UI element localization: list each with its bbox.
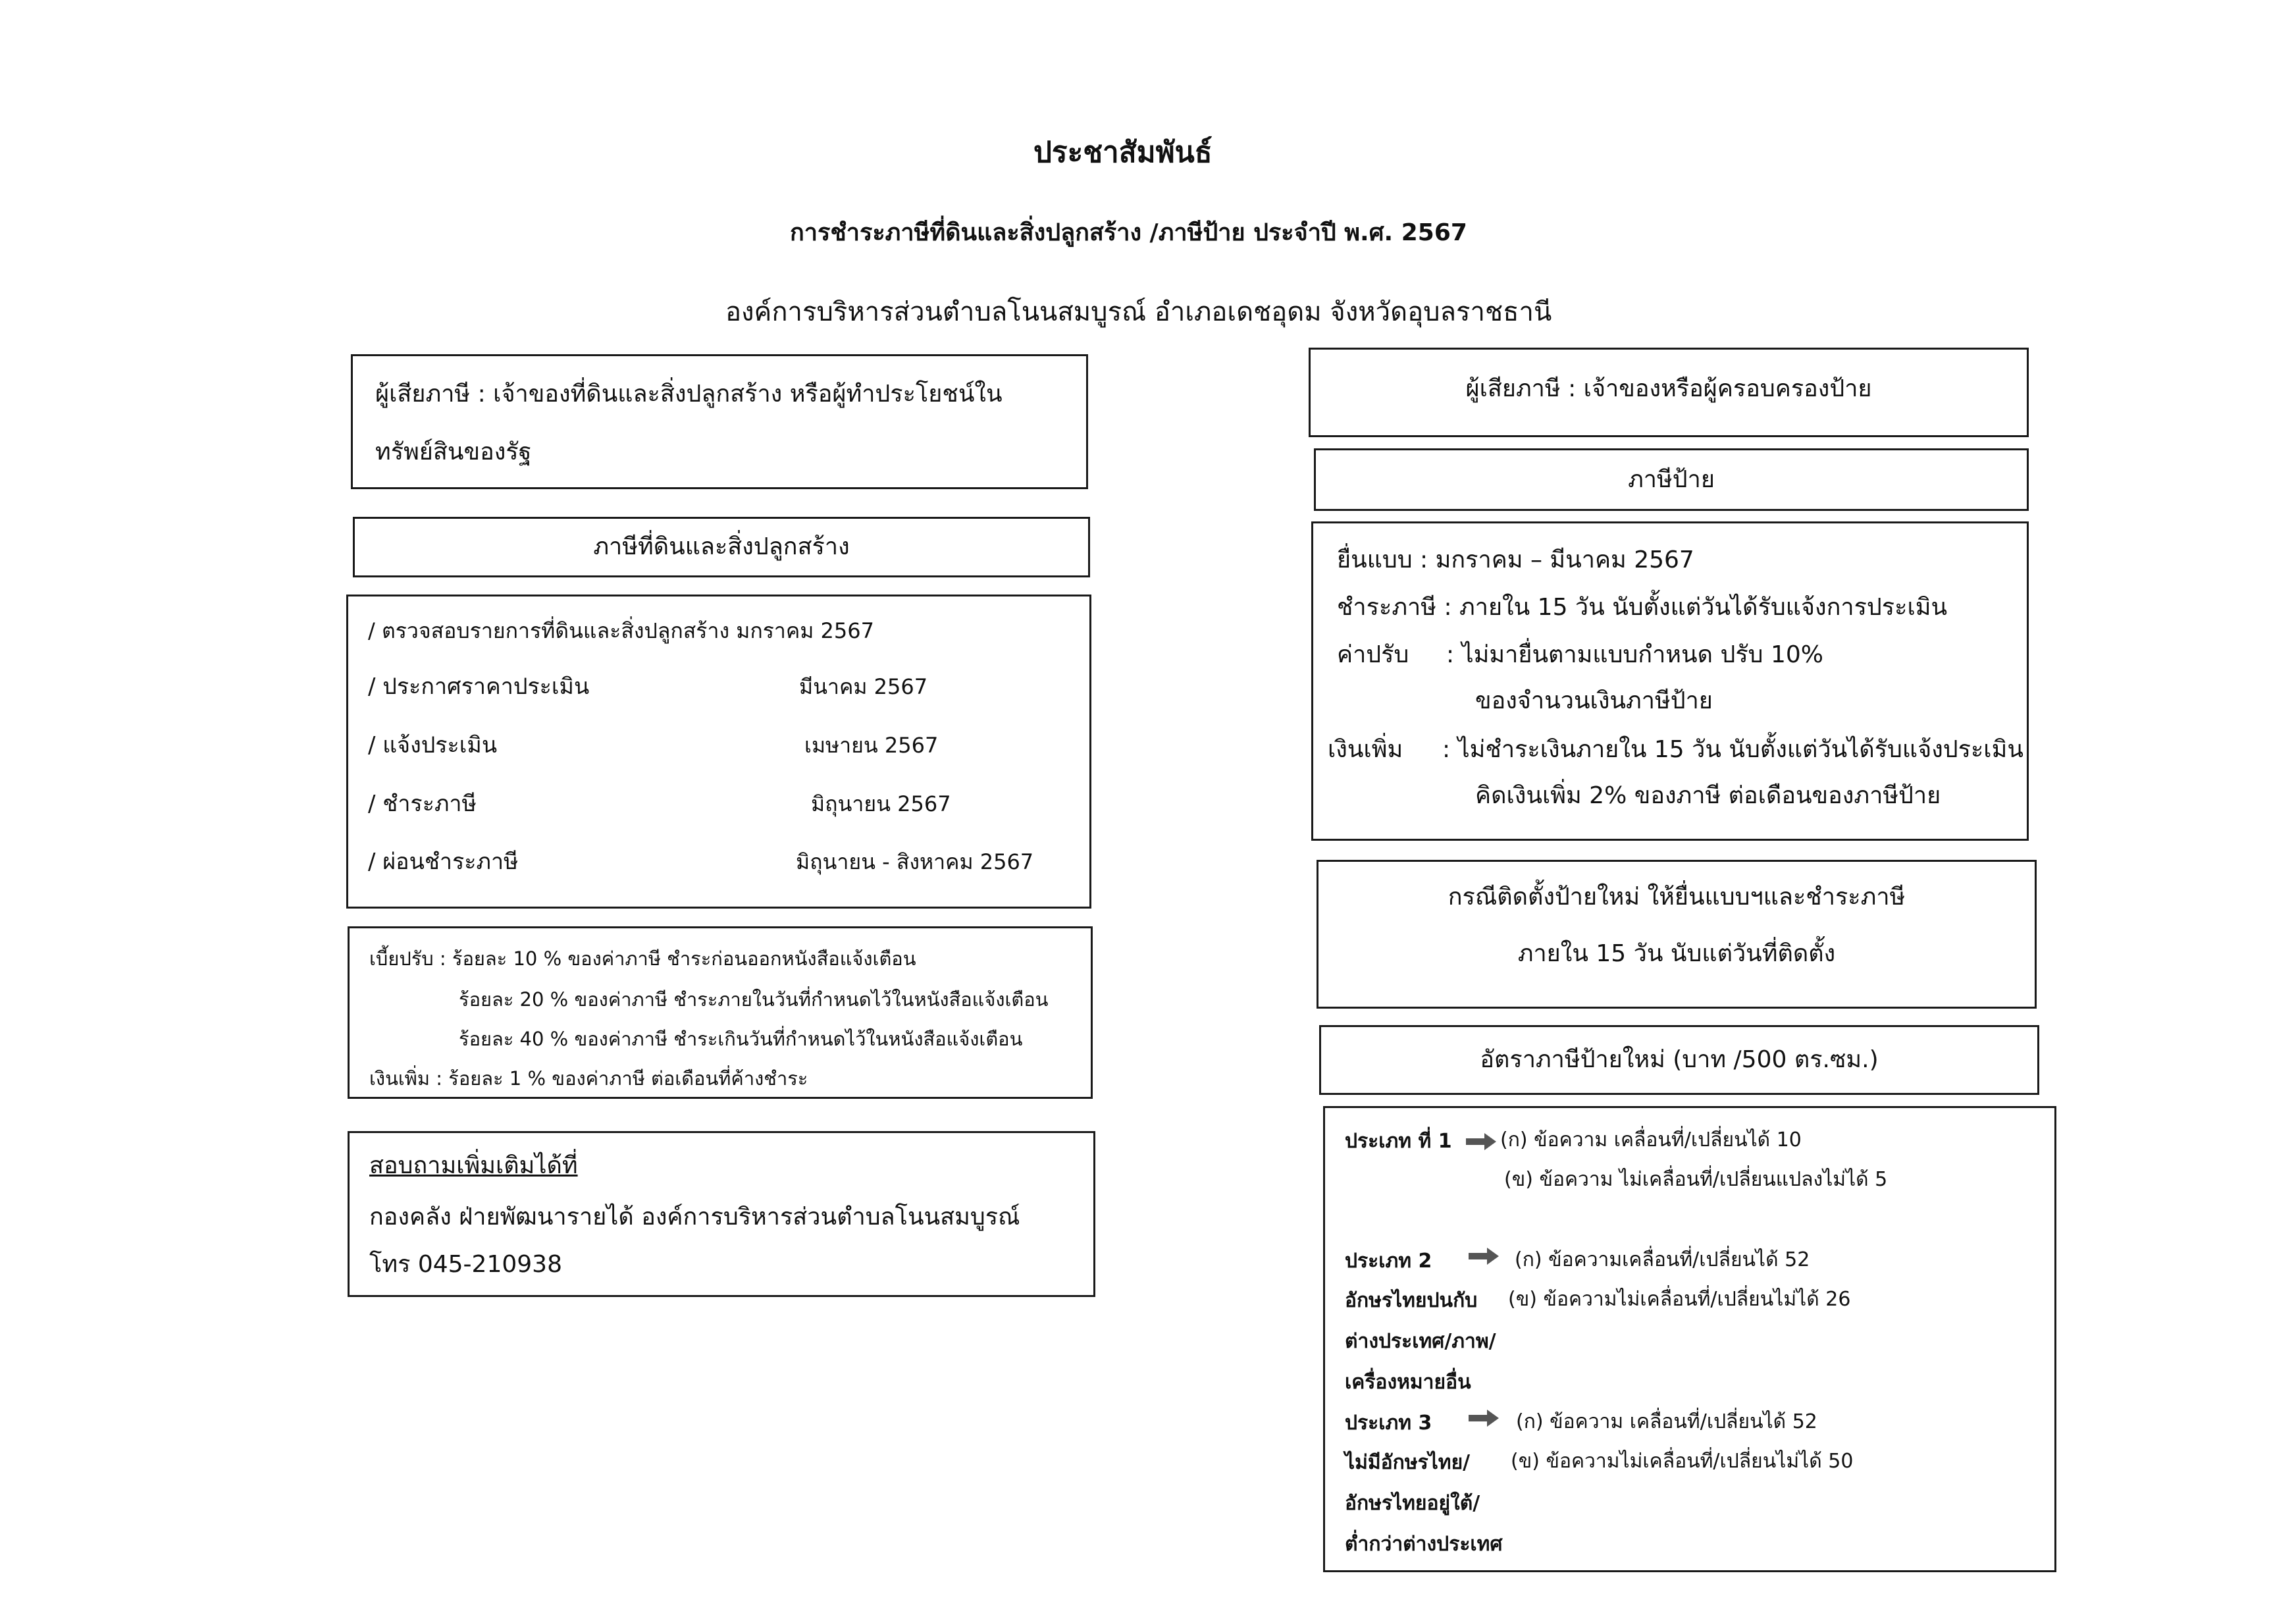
new-sign-line2: ภายใน 15 วัน นับแต่วันที่ติดตั้ง — [1517, 940, 1836, 967]
new-sign-box — [1317, 860, 2037, 1009]
payment-period: ชำระภาษี : ภายใน 15 วัน นับตั้งแต่วันได้รับแจ้งการประเมิน — [1337, 594, 1948, 621]
type3-option-a: (ก) ข้อความ เคลื่อนที่/เปลี่ยนได้ 52 — [1516, 1410, 1817, 1433]
type3-desc: ต่ำกว่าต่างประเทศ — [1345, 1533, 1503, 1556]
arrow-right-icon — [1469, 1410, 1499, 1427]
type2-label: ประเภท 2 — [1345, 1250, 1432, 1273]
sign-tax-heading-box — [1314, 448, 2029, 511]
penalty-line: ร้อยละ 40 % ของค่าภาษี ชำระเกินวันที่กำหนดไว้ในหนังสือแจ้งเตือน — [459, 1028, 1023, 1050]
type1-option-a: (ก) ข้อความ เคลื่อนที่/เปลี่ยนได้ 10 — [1500, 1128, 1802, 1152]
penalty-line: เบี้ยปรับ : ร้อยละ 10 % ของค่าภาษี ชำระก่อนออกหนังสือแจ้งเตือน — [369, 947, 916, 970]
surcharge-line: เงินเพิ่ม : ร้อยละ 1 % ของค่าภาษี ต่อเดือนที่ค้างชำระ — [369, 1067, 808, 1090]
rate-heading: อัตราภาษีป้ายใหม่ (บาท /500 ตร.ซม.) — [1480, 1046, 1879, 1073]
schedule-item: / ผ่อนชำระภาษี — [368, 849, 519, 875]
sign-tax-details-box — [1311, 521, 2029, 841]
type2-desc: อักษรไทยปนกับ — [1345, 1289, 1478, 1312]
land-taxpayer-line2: ทรัพย์สินของรัฐ — [375, 438, 532, 465]
fine-label: ค่าปรับ — [1337, 641, 1409, 668]
type3-desc: อักษรไทยอยู่ใต้/ — [1345, 1492, 1480, 1515]
type2-option-b: (ข) ข้อความไม่เคลื่อนที่/เปลี่ยนไม่ได้ 26 — [1508, 1288, 1851, 1311]
rate-heading-box — [1319, 1025, 2039, 1095]
schedule-item: / ตรวจสอบรายการที่ดินและสิ่งปลูกสร้าง มกราคม 2567 — [368, 618, 874, 643]
type2-desc: เครื่องหมายอื่น — [1345, 1371, 1471, 1394]
organization-name: องค์การบริหารส่วนตำบลโนนสมบูรณ์ อำเภอเดชอุดม จังหวัดอุบลราชธานี — [725, 297, 1552, 327]
type3-desc: ไม่มีอักษรไทย/ — [1345, 1451, 1471, 1474]
schedule-item: / ประกาศราคาประเมิน — [368, 674, 590, 700]
contact-phone: โทร 045-210938 — [369, 1251, 562, 1278]
type1-label: ประเภท ที่ 1 — [1345, 1130, 1452, 1153]
type3-label: ประเภท 3 — [1345, 1412, 1432, 1435]
sign-taxpayer-box — [1309, 348, 2029, 437]
penalty-line: ร้อยละ 20 % ของค่าภาษี ชำระภายในวันที่กำหนดไว้ในหนังสือแจ้งเตือน — [459, 988, 1049, 1011]
schedule-date: มิถุนายน 2567 — [811, 791, 951, 816]
surcharge-label: เงินเพิ่ม — [1328, 736, 1403, 763]
fine-value: : ไม่มายื่นตามแบบกำหนด ปรับ 10% — [1446, 641, 1823, 668]
surcharge-value: : ไม่ชำระเงินภายใน 15 วัน นับตั้งแต่วันได้รับแจ้งประเมิน — [1442, 736, 2023, 763]
land-taxpayer-line1: ผู้เสียภาษี : เจ้าของที่ดินและสิ่งปลูกสร้าง หรือผู้ทำประโยชน์ใน — [375, 381, 1003, 408]
sign-tax-heading: ภาษีป้าย — [1628, 466, 1715, 493]
contact-box — [348, 1131, 1095, 1297]
type2-desc: ต่างประเทศ/ภาพ/ — [1345, 1330, 1496, 1353]
type2-option-a: (ก) ข้อความเคลื่อนที่/เปลี่ยนได้ 52 — [1515, 1248, 1810, 1271]
arrow-right-icon — [1469, 1248, 1499, 1265]
fine-value-cont: ของจำนวนเงินภาษีป้าย — [1475, 687, 1713, 714]
penalty-box — [348, 926, 1093, 1099]
schedule-date: มิถุนายน - สิงหาคม 2567 — [796, 849, 1034, 874]
type3-option-b: (ข) ข้อความไม่เคลื่อนที่/เปลี่ยนไม่ได้ 50 — [1511, 1450, 1854, 1473]
schedule-date: มีนาคม 2567 — [799, 674, 928, 699]
page-title: ประชาสัมพันธ์ — [1033, 136, 1213, 169]
land-tax-heading-box — [353, 517, 1090, 577]
contact-department: กองคลัง ฝ่ายพัฒนารายได้ องค์การบริหารส่วนตำบลโนนสมบูรณ์ — [369, 1204, 1020, 1231]
schedule-item: / ชำระภาษี — [368, 791, 477, 817]
type1-option-b: (ข) ข้อความ ไม่เคลื่อนที่/เปลี่ยนแปลงไม่ได้ 5 — [1504, 1168, 1888, 1191]
schedule-date: เมษายน 2567 — [804, 733, 939, 758]
schedule-item: / แจ้งประเมิน — [368, 732, 498, 758]
arrow-right-icon — [1466, 1133, 1496, 1150]
new-sign-line1: กรณีติดตั้งป้ายใหม่ ให้ยื่นแบบฯและชำระภาษี — [1448, 884, 1906, 911]
rate-table-box — [1323, 1106, 2056, 1572]
land-tax-heading: ภาษีที่ดินและสิ่งปลูกสร้าง — [593, 533, 850, 560]
page-subtitle: การชำระภาษีที่ดินและสิ่งปลูกสร้าง /ภาษีป้าย ประจำปี พ.ศ. 2567 — [790, 219, 1467, 246]
surcharge-value-cont: คิดเงินเพิ่ม 2% ของภาษี ต่อเดือนของภาษีป้าย — [1475, 782, 1941, 809]
contact-heading: สอบถามเพิ่มเติมได้ที่ — [369, 1152, 578, 1179]
filing-period: ยื่นแบบ : มกราคม – มีนาคม 2567 — [1337, 546, 1694, 573]
land-taxpayer-box — [351, 354, 1088, 489]
land-tax-schedule-box — [346, 595, 1091, 909]
sign-taxpayer: ผู้เสียภาษี : เจ้าของหรือผู้ครอบครองป้าย — [1465, 375, 1872, 402]
